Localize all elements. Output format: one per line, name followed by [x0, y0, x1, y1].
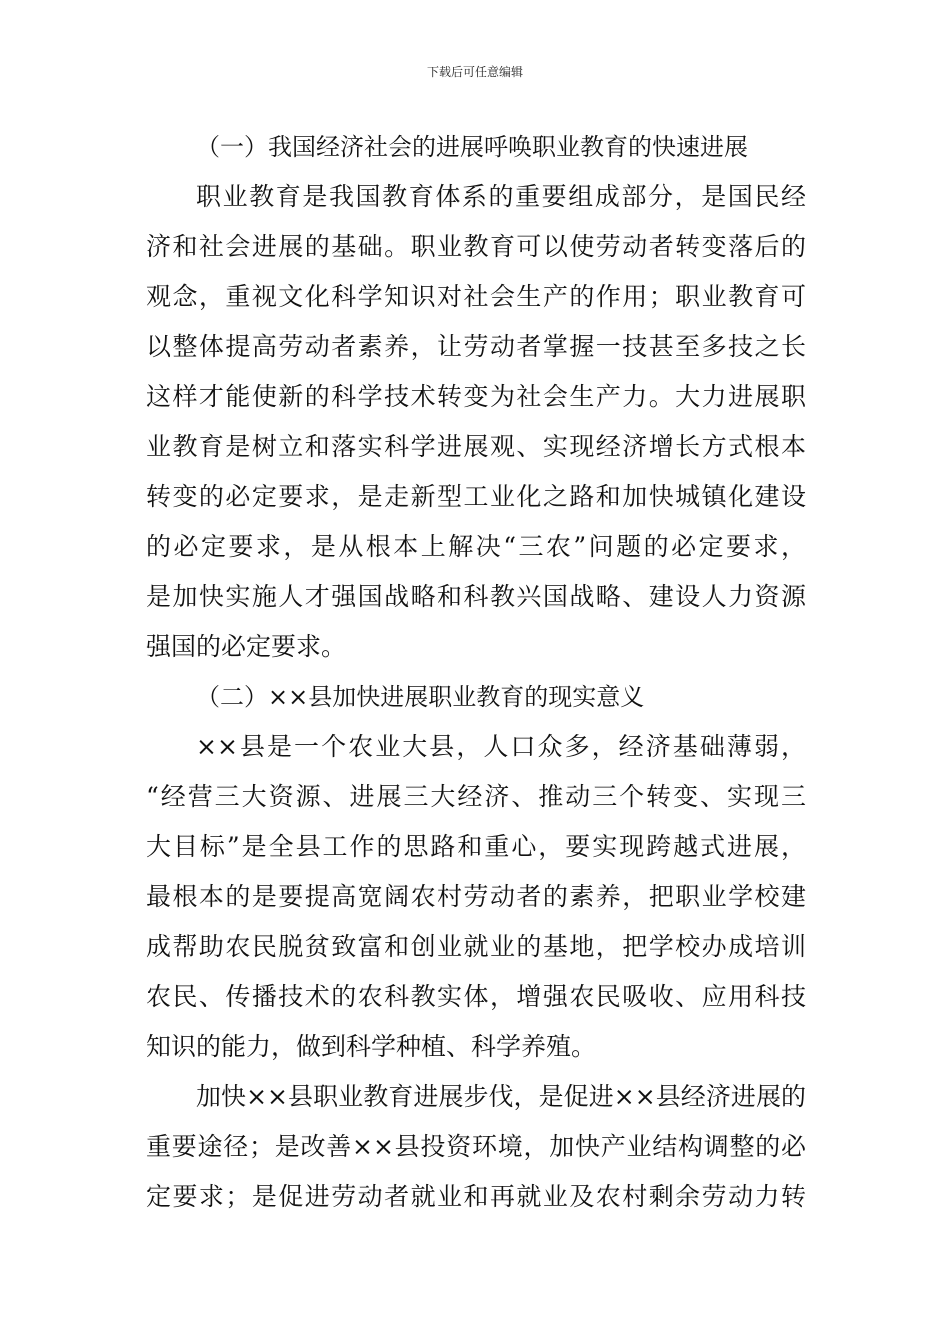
- paragraph-line: 转变的必定要求，是走新型工业化之路和加快城镇化建设: [146, 482, 806, 511]
- section-heading-2: （二）××县加快进展职业教育的现实意义: [196, 683, 645, 711]
- paragraph-line: “经营三大资源、进展三大经济、推动三个转变、实现三: [146, 782, 806, 811]
- paragraph-line: 的必定要求，是从根本上解决“三农”问题的必定要求，: [146, 532, 806, 561]
- paragraph-line: 观念，重视文化科学知识对社会生产的作用；职业教育可: [146, 282, 806, 311]
- paragraph-line: 济和社会进展的基础。职业教育可以使劳动者转变落后的: [146, 232, 806, 261]
- paragraph-line: 重要途径；是改善××县投资环境，加快产业结构调整的必: [146, 1132, 806, 1161]
- paragraph-line: 大目标”是全县工作的思路和重心，要实现跨越式进展，: [146, 832, 806, 861]
- paragraph-line: 这样才能使新的科学技术转变为社会生产力。大力进展职: [146, 382, 806, 411]
- paragraph-line: 定要求；是促进劳动者就业和再就业及农村剩余劳动力转: [146, 1182, 806, 1211]
- paragraph-line: 农民、传播技术的农科教实体，增强农民吸收、应用科技: [146, 982, 806, 1011]
- paragraph-line: ××县是一个农业大县，人口众多，经济基础薄弱，: [196, 732, 806, 761]
- paragraph-line: 加快××县职业教育进展步伐，是促进××县经济进展的: [196, 1082, 806, 1111]
- paragraph-line: 以整体提高劳动者素养，让劳动者掌握一技甚至多技之长: [146, 332, 806, 361]
- page-header: 下载后可任意编辑: [426, 65, 523, 79]
- paragraph-line: 强国的必定要求。: [146, 632, 347, 661]
- paragraph-line: 知识的能力，做到科学种植、科学养殖。: [146, 1032, 597, 1061]
- paragraph-line: 是加快实施人才强国战略和科教兴国战略、建设人力资源: [146, 582, 806, 611]
- paragraph-line: 最根本的是要提高宽阔农村劳动者的素养，把职业学校建: [146, 882, 806, 911]
- paragraph-line: 业教育是树立和落实科学进展观、实现经济增长方式根本: [146, 432, 806, 461]
- paragraph-line: 成帮助农民脱贫致富和创业就业的基地，把学校办成培训: [146, 932, 806, 961]
- section-heading-1: （一）我国经济社会的进展呼唤职业教育的快速进展: [196, 133, 748, 161]
- paragraph-line: 职业教育是我国教育体系的重要组成部分，是国民经: [196, 182, 806, 211]
